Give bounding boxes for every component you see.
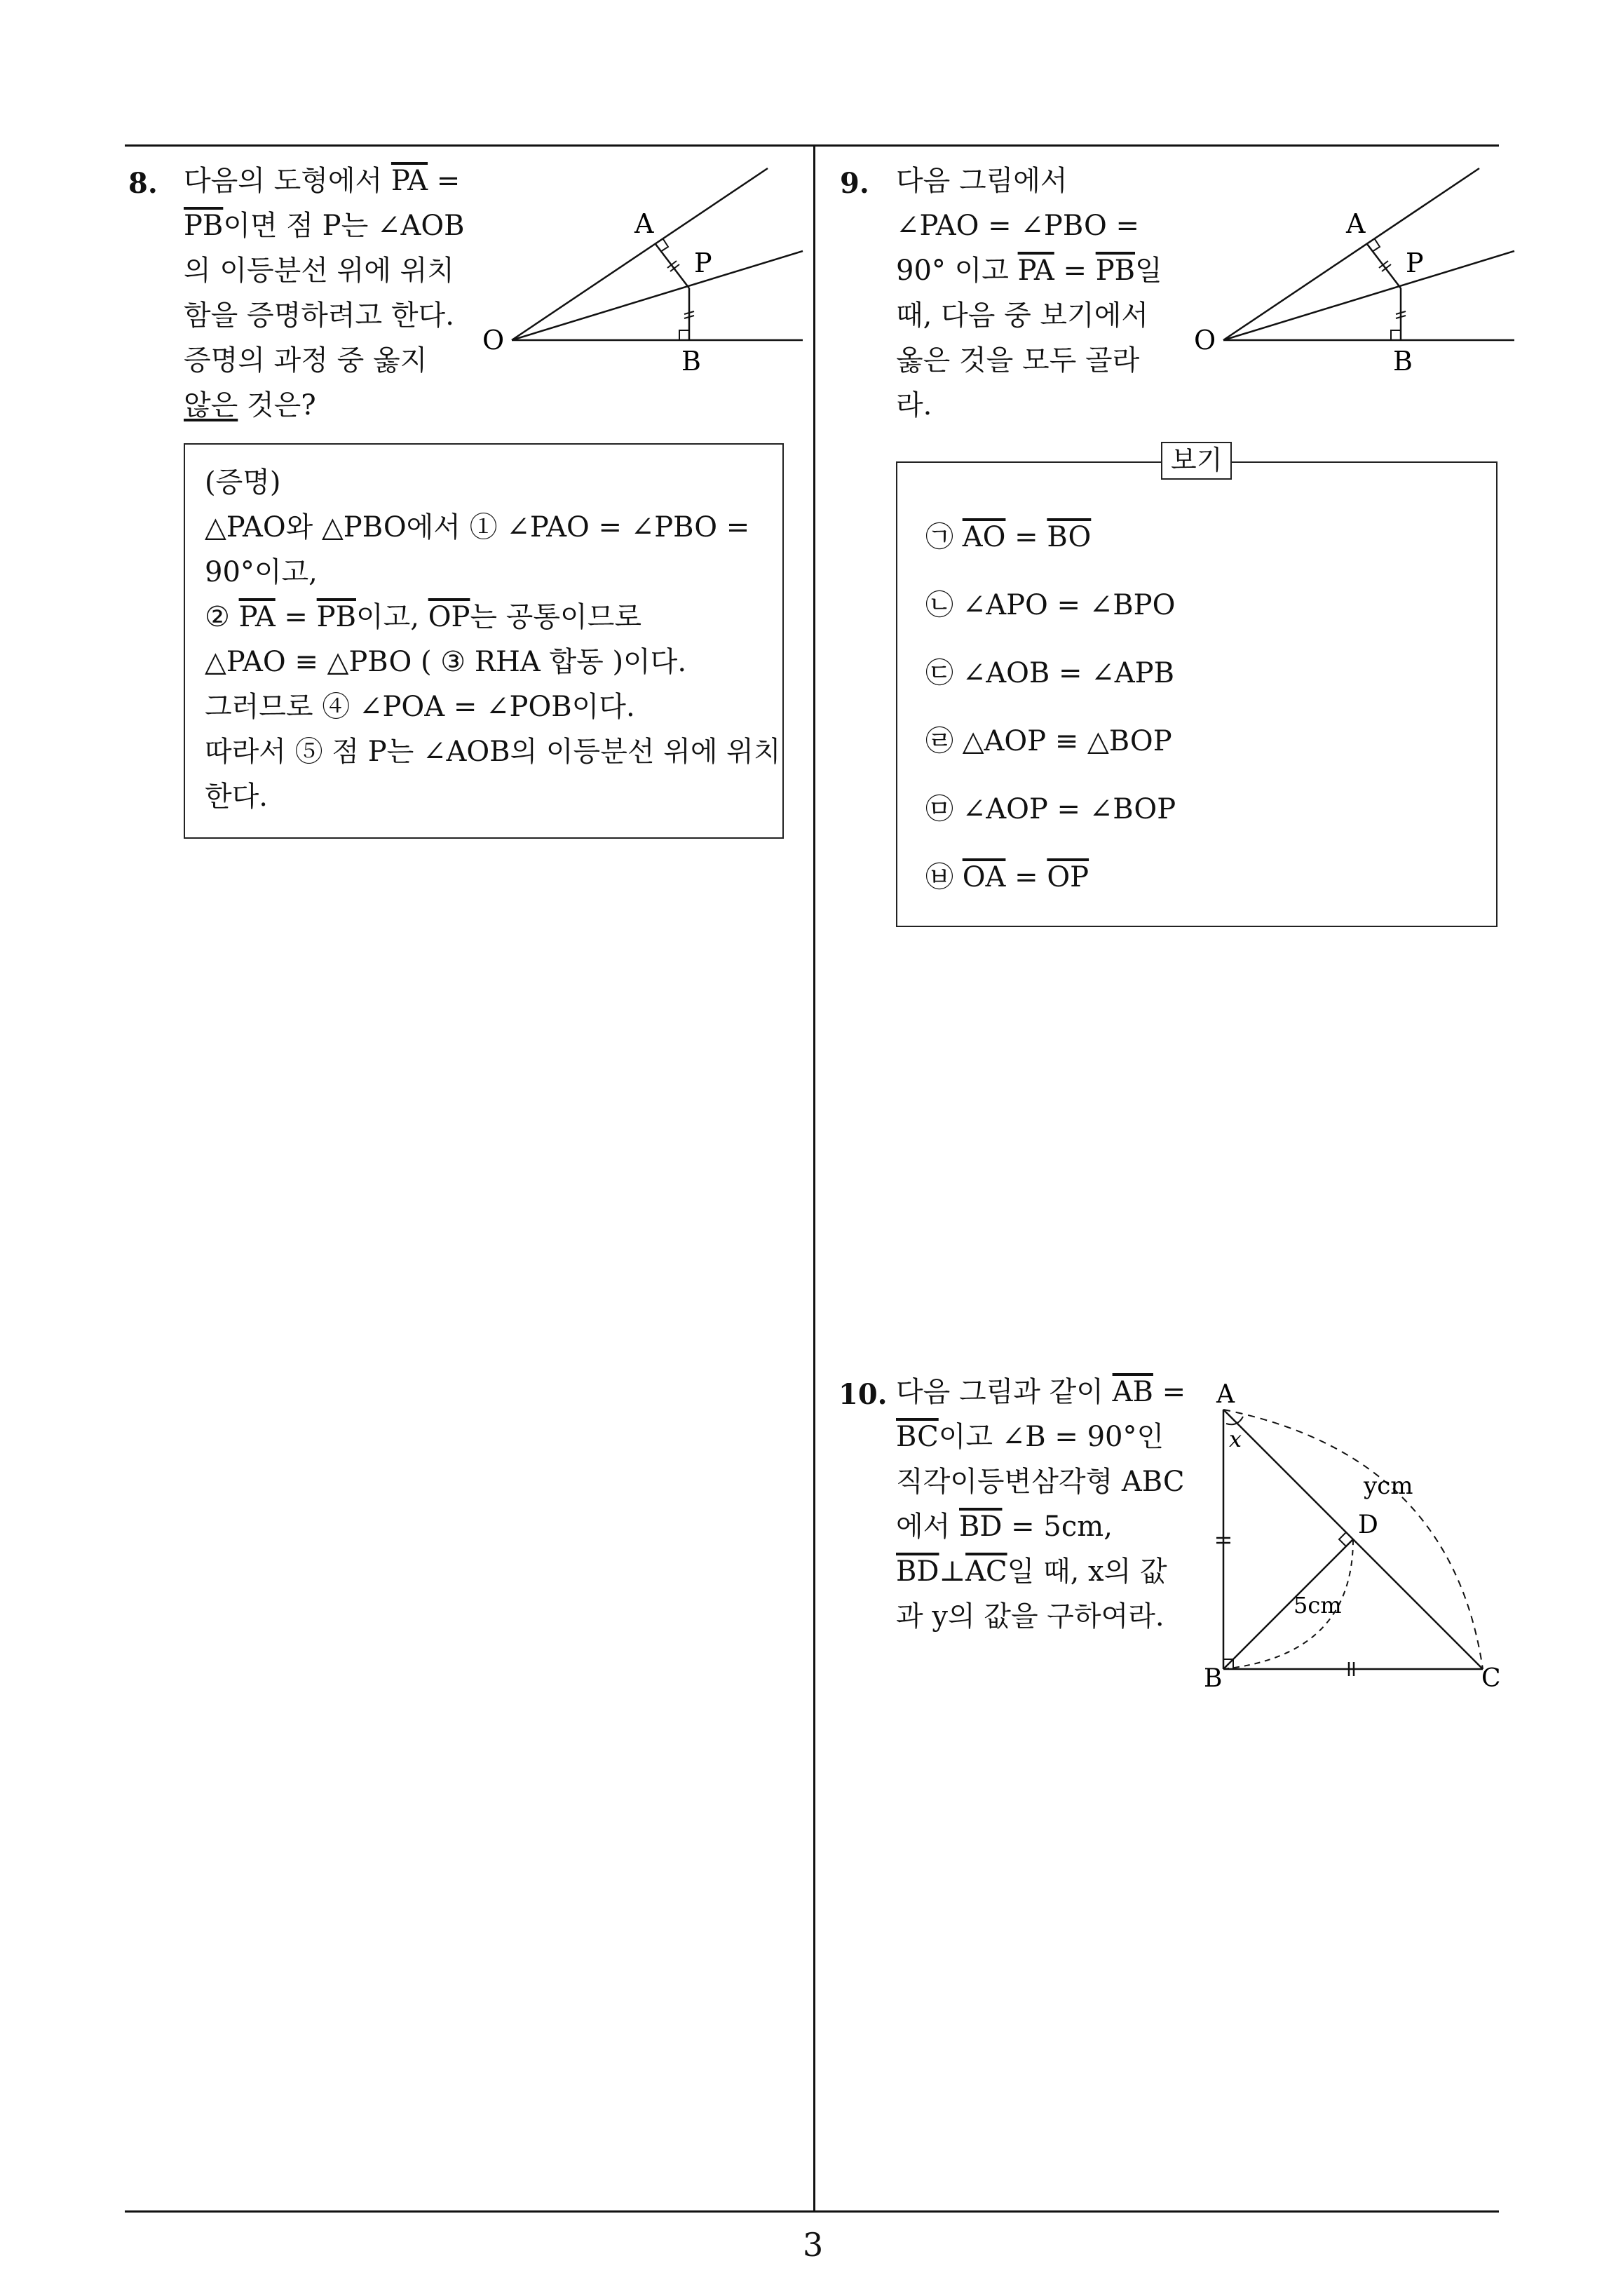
q9-figure xyxy=(1188,161,1518,386)
q8-proof-box xyxy=(184,443,784,839)
q9-label-p: P xyxy=(1406,248,1424,278)
q9-box-title: 보기 xyxy=(1161,442,1232,480)
text-line xyxy=(896,1555,1167,1588)
text-segment: ㉡ ∠APO = ∠BPO xyxy=(925,589,1176,621)
text-line xyxy=(896,1423,1164,1451)
q10-number: 10. xyxy=(838,1378,888,1411)
text-line xyxy=(205,558,318,586)
q8-label-b: B xyxy=(681,346,701,377)
top-rule xyxy=(125,144,1499,147)
text-segment: = xyxy=(1005,521,1047,553)
overlined-segment: $\overline{PB}$ xyxy=(316,601,356,633)
text-line xyxy=(925,863,1089,891)
overlined-segment: $\overline{PA}$ xyxy=(1017,255,1054,287)
q10-label-bd: 5cm xyxy=(1293,1592,1342,1619)
overlined-segment: $\overline{BC}$ xyxy=(896,1421,939,1453)
overlined-segment: $\overline{BD}$ xyxy=(896,1555,939,1588)
q8-number: 8. xyxy=(128,167,158,200)
text-line xyxy=(925,591,1175,619)
q8-figure xyxy=(477,161,813,386)
text-segment: 이고, xyxy=(355,601,428,633)
text-line xyxy=(184,391,316,419)
text-line xyxy=(205,513,749,541)
text-segment: ㉥ xyxy=(925,861,963,893)
text-line xyxy=(205,783,268,811)
text-segment: 에서 xyxy=(896,1511,959,1543)
text-segment: 다음 그림과 같이 xyxy=(896,1376,1113,1408)
q10-label-y: ycm xyxy=(1364,1472,1413,1500)
text-line xyxy=(896,257,1162,285)
text-segment: 라. xyxy=(896,389,932,421)
q9-label-b: B xyxy=(1393,346,1413,377)
text-segment: = xyxy=(1153,1376,1186,1408)
text-line xyxy=(184,299,454,332)
text-segment: 한다. xyxy=(205,781,268,813)
text-segment: 그러므로 ④ ∠POA = ∠POB이다. xyxy=(205,691,635,723)
text-line xyxy=(896,1468,1184,1496)
text-segment: (증명) xyxy=(205,466,281,499)
overlined-segment: $\overline{PA}$ xyxy=(391,165,428,197)
text-segment: ② xyxy=(205,601,239,633)
text-line xyxy=(896,212,1139,240)
overlined-segment: $\overline{AB}$ xyxy=(1112,1376,1153,1408)
q10-label-b: B xyxy=(1204,1664,1223,1693)
text-line xyxy=(896,1513,1113,1541)
q10-label-x: x xyxy=(1229,1426,1242,1452)
text-line xyxy=(205,603,641,631)
q9-label-o: O xyxy=(1194,325,1216,356)
text-segment: 일 때, x의 값 xyxy=(1007,1555,1167,1588)
overlined-segment: $\overline{BD}$ xyxy=(959,1511,1003,1543)
text-line xyxy=(184,167,460,195)
text-segment: 는 공통이므로 xyxy=(470,601,641,633)
text-line xyxy=(925,523,1091,551)
text-line xyxy=(925,659,1174,687)
text-segment: 이면 점 P는 ∠AOB xyxy=(223,210,465,242)
text-segment: 90° 이고 xyxy=(896,255,1018,287)
text-segment: = xyxy=(1005,861,1047,893)
text-segment: ㉢ ∠AOB = ∠APB xyxy=(925,657,1174,689)
text-line xyxy=(205,693,635,721)
text-segment: ㉣ △AOP ≡ △BOP xyxy=(925,725,1172,757)
text-segment: △PAO ≡ △PBO ( ③ RHA 합동 )이다. xyxy=(205,646,687,678)
text-line xyxy=(184,344,428,377)
text-segment: = xyxy=(428,165,461,197)
text-segment: = xyxy=(275,601,317,633)
text-line xyxy=(205,648,686,676)
text-line xyxy=(184,212,465,240)
overlined-segment: $\overline{OP}$ xyxy=(428,601,470,633)
overlined-segment: $\overline{PB}$ xyxy=(184,210,224,242)
text-segment: 일 xyxy=(1135,255,1162,287)
text-line xyxy=(896,299,1148,332)
text-segment: ㉤ ∠AOP = ∠BOP xyxy=(925,793,1176,825)
text-line xyxy=(896,344,1140,377)
text-line xyxy=(205,468,281,497)
overlined-segment: $\overline{AC}$ xyxy=(965,1555,1007,1588)
q10-label-a: A xyxy=(1216,1380,1235,1409)
text-line xyxy=(925,727,1172,755)
bottom-rule xyxy=(125,2210,1499,2213)
overlined-segment: $\overline{AO}$ xyxy=(962,521,1006,553)
text-segment: 이고 ∠B = 90°인 xyxy=(938,1421,1164,1453)
text-segment: 옳은 것을 모두 골라 xyxy=(896,344,1140,377)
q8-label-a: A xyxy=(634,208,654,239)
text-segment: 다음 그림에서 xyxy=(896,165,1068,197)
page-number: 3 xyxy=(803,2226,824,2264)
text-segment: △PAO와 △PBO에서 ① ∠PAO = ∠PBO = xyxy=(205,511,750,543)
text-line xyxy=(925,795,1176,823)
overlined-segment: $\overline{OA}$ xyxy=(962,861,1006,893)
q10-label-d: D xyxy=(1358,1511,1378,1539)
column-divider xyxy=(813,144,815,2212)
text-segment: 다음의 도형에서 xyxy=(184,165,391,197)
text-segment: ㉠ xyxy=(925,521,963,553)
q10-figure xyxy=(1202,1375,1514,1697)
text-segment: 의 이등분선 위에 위치 xyxy=(184,255,454,287)
text-segment: 90°이고, xyxy=(205,556,318,588)
text-segment: = 5cm, xyxy=(1002,1511,1113,1543)
text-line xyxy=(896,167,1068,195)
q9-label-a: A xyxy=(1346,208,1366,239)
text-line xyxy=(205,738,780,766)
q9-number: 9. xyxy=(840,167,869,200)
overlined-segment: $\overline{PA}$ xyxy=(238,601,276,633)
text-segment: 함을 증명하려고 한다. xyxy=(184,299,454,332)
text-segment: 과 y의 값을 구하여라. xyxy=(896,1600,1164,1633)
text-segment: ⊥ xyxy=(939,1555,966,1588)
text-line xyxy=(896,1600,1164,1633)
text-segment: 증명의 과정 중 옳지 xyxy=(184,344,428,377)
q8-label-o: O xyxy=(482,325,505,356)
underlined-segment: 않은 xyxy=(184,389,238,421)
text-segment: 때, 다음 중 보기에서 xyxy=(896,299,1148,332)
q8-label-p: P xyxy=(694,248,712,278)
text-segment: = xyxy=(1054,255,1096,287)
q10-label-c: C xyxy=(1481,1664,1501,1693)
text-segment: 것은? xyxy=(238,389,316,421)
text-segment: 따라서 ⑤ 점 P는 ∠AOB의 이등분선 위에 위치 xyxy=(205,736,781,768)
overlined-segment: $\overline{PB}$ xyxy=(1095,255,1136,287)
text-line xyxy=(184,257,454,285)
text-segment: 직각이등변삼각형 ABC xyxy=(896,1466,1185,1498)
overlined-segment: $\overline{BO}$ xyxy=(1047,521,1092,553)
text-line xyxy=(896,391,932,419)
text-line xyxy=(896,1378,1186,1406)
text-segment: ∠PAO = ∠PBO = xyxy=(896,210,1139,242)
overlined-segment: $\overline{OP}$ xyxy=(1047,861,1089,893)
